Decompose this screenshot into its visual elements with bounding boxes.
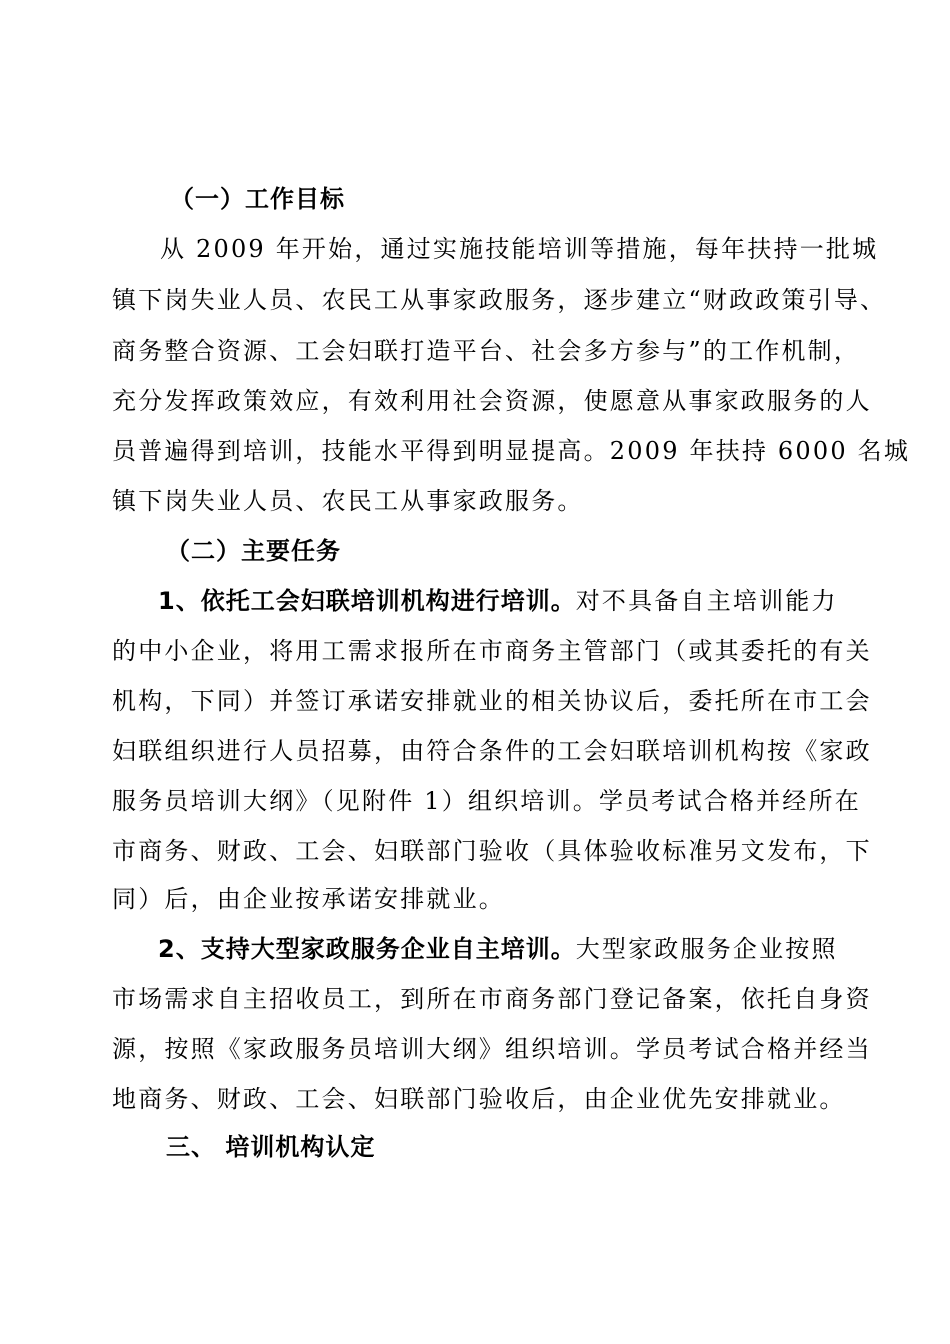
- goal-line-5: 员普遍得到培训，技能水平得到明显提高。2009 年扶持 6000 名城: [112, 437, 911, 465]
- goal-line-1: 从 2009 年开始，通过实施技能培训等措施，每年扶持一批城: [160, 235, 879, 263]
- task1-line-7: 同）后，由企业按承诺安排就业。: [112, 885, 505, 913]
- goal-heading: （一）工作目标: [170, 185, 345, 213]
- task2-line-3: 源，按照《家政服务员培训大纲》组织培训。学员考试合格并经当: [112, 1035, 872, 1063]
- task1-line-3: 机构，下同）并签订承诺安排就业的相关协议后，委托所在市工会: [112, 687, 872, 715]
- task1-title: 1、依托工会妇联培训机构进行培训。: [158, 587, 576, 615]
- goal-line-3: 商务整合资源、工会妇联打造平台、社会多方参与”的工作机制，: [112, 337, 861, 365]
- task1-line-5: 服务员培训大纲》（见附件 1）组织培训。学员考试合格并经所在: [112, 787, 861, 815]
- task2-first-line: [158, 934, 898, 964]
- task2-line-2: 市场需求自主招收员工，到所在市商务部门登记备案，依托自身资: [112, 985, 872, 1013]
- section3-heading: 三、 培训机构认定: [166, 1133, 376, 1161]
- goal-line-6: 镇下岗失业人员、农民工从事家政服务。: [112, 487, 584, 515]
- task2-first-rest: 大型家政服务企业按照: [575, 935, 838, 963]
- task2-title: 2、支持大型家政服务企业自主培训。: [158, 935, 576, 963]
- task1-line-6: 市商务、财政、工会、妇联部门验收（具体验收标准另文发布，下: [112, 837, 872, 865]
- goal-line-2: 镇下岗失业人员、农民工从事家政服务，逐步建立“财政政策引导、: [112, 286, 887, 314]
- task2-line-4: 地商务、财政、工会、妇联部门验收后，由企业优先安排就业。: [112, 1085, 846, 1113]
- tasks-heading: （二）主要任务: [166, 537, 341, 565]
- task1-first-rest: 对不具备自主培训能力: [575, 587, 838, 615]
- task1-line-2: 的中小企业，将用工需求报所在市商务主管部门（或其委托的有关: [112, 637, 872, 665]
- goal-line-4: 充分发挥政策效应，有效利用社会资源，使愿意从事家政服务的人: [112, 387, 872, 415]
- task1-line-4: 妇联组织进行人员招募，由符合条件的工会妇联培训机构按《家政: [112, 737, 872, 765]
- task1-first-line: [158, 586, 898, 616]
